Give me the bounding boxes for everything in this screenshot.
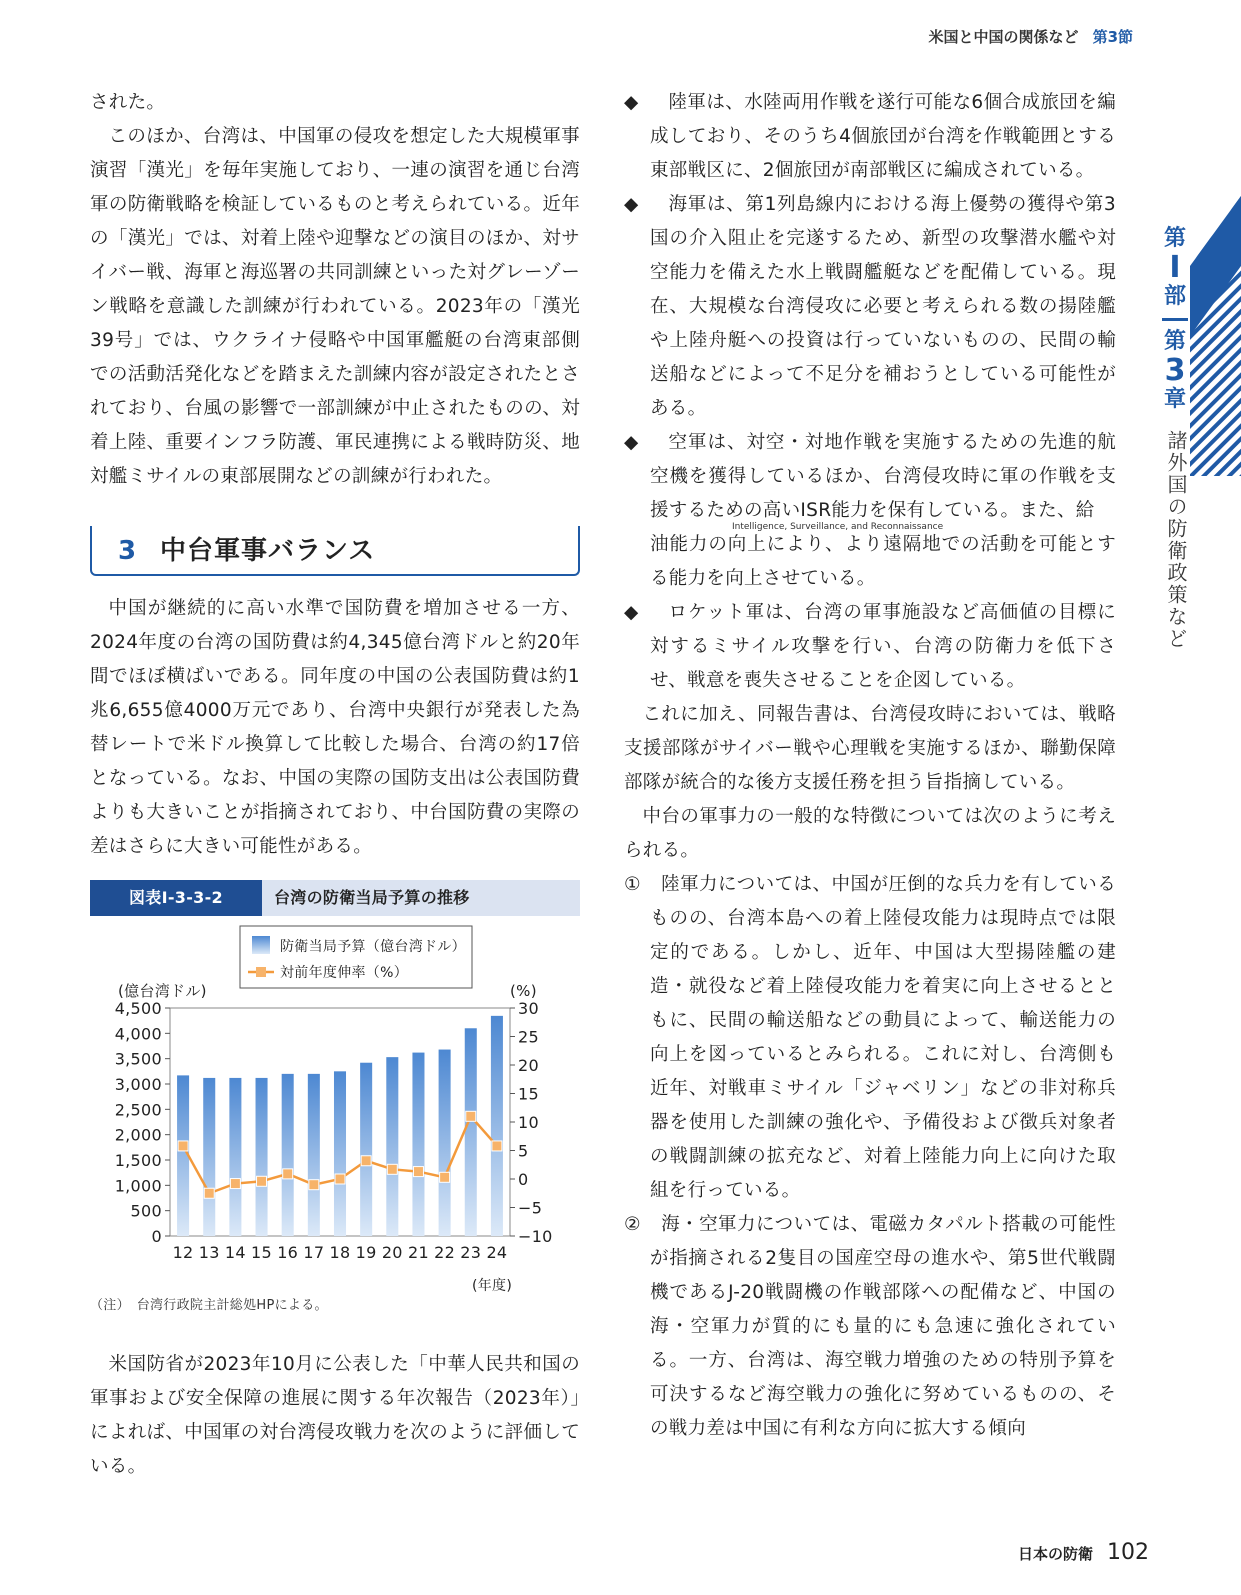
x-tick-label: 24 <box>486 1243 508 1262</box>
y2-tick-label: 30 <box>518 999 539 1018</box>
side-part-3: 部 <box>1163 284 1186 309</box>
y2-tick-label: −5 <box>518 1198 543 1218</box>
growth-point <box>361 1156 371 1166</box>
y-tick-label: 4,500 <box>114 999 162 1018</box>
isr-ruby: Intelligence, Surveillance, and Reconnaissance <box>732 522 944 532</box>
y2-tick-label: 5 <box>518 1141 529 1161</box>
x-tick-label: 21 <box>407 1243 429 1262</box>
figure-label: 図表Ⅰ-3-3-2 <box>90 880 262 916</box>
bar <box>386 1057 398 1236</box>
bullet-airforce-text: 空軍は、対空・対地作戦を実施するための先進的航空機を獲得しているほか、台湾侵攻時に軍の作戦を支援するための高いISR能力を保有している。また、給 <box>650 432 1116 521</box>
figure-title: 台湾の防衛当局予算の推移 <box>274 888 470 907</box>
bar <box>282 1074 294 1236</box>
item-ground <box>624 868 1116 1208</box>
growth-point <box>335 1174 345 1184</box>
item-ground-mark: ① <box>624 874 641 895</box>
x-tick-label: 22 <box>434 1243 456 1262</box>
growth-point <box>440 1172 450 1182</box>
y2-tick-label: 10 <box>518 1113 539 1132</box>
y2-axis-label: (%) <box>510 982 537 1000</box>
left-column <box>90 86 580 1484</box>
bar <box>439 1050 451 1236</box>
growth-point <box>466 1111 476 1121</box>
y-tick-label: 2,500 <box>114 1100 162 1120</box>
section-title: 中台軍事バランス <box>160 536 376 566</box>
growth-point <box>178 1141 188 1151</box>
bullet-rocket <box>624 596 1116 698</box>
x-tick-label: 20 <box>381 1243 403 1262</box>
y-tick-label: 3,000 <box>114 1075 162 1094</box>
side-vertical-title: 諸外国の防衛政策など <box>1164 430 1188 650</box>
growth-point <box>257 1176 267 1186</box>
bullet-mark: ◆ <box>624 92 639 113</box>
item-sea-air-mark: ② <box>624 1214 641 1235</box>
growth-point <box>413 1167 423 1177</box>
side-part-2: Ⅰ <box>1169 250 1181 285</box>
x-tick-label: 12 <box>172 1243 194 1262</box>
item-ground-text: 陸軍力については、中国が圧倒的な兵力を有しているものの、台湾本島への着上陸侵攻能力は現時点では限定的である。しかし、近年、中国は大型揚陸艦の建造・就役など着上陸侵攻能力を着実に向上させるとともに、民間の輸送船などの動員によって、輸送能力の向上を図っているとみられる。これに対し、台湾側も近年、対戦車ミサイル「ジャベリン」などの非対称兵器を使用した訓練の強化や、予備役および徴兵対象者の戦闘訓練の拡充など、対着上陸能力向上に向けた取組を行っている。 <box>650 874 1116 1201</box>
growth-point <box>230 1179 240 1189</box>
bullet-navy-text: 海軍は、第1列島線内における海上優勢の獲得や第3国の介入阻止を完遂するため、新型の攻撃潜水艦や対空能力を備えた水上戦闘艦艇などを配備している。現在、大規模な台湾侵攻に必要と考えられる数の揚陸艦や上陸舟艇への投資は行っていないものの、民間の輸送船などによって不足分を補おうとしている可能性がある。 <box>650 194 1116 419</box>
bar <box>308 1074 320 1236</box>
section-heading <box>90 526 580 576</box>
x-tick-label: 18 <box>329 1243 351 1262</box>
y-tick-label: 3,500 <box>114 1049 162 1069</box>
bar <box>491 1016 503 1236</box>
legend-line-label: 対前年度伸率（%） <box>280 965 409 981</box>
bullet-army-text: 陸軍は、水陸両用作戦を遂行可能な6個合成旅団を編成しており、そのうち4個旅団が台湾を作戦範囲とする東部戦区に、2個旅団が南部戦区に編成されている。 <box>650 92 1116 181</box>
bullet-airforce <box>624 426 1116 596</box>
figure-note: （注） 台湾行政院主計総処HPによる。 <box>90 1298 328 1313</box>
header-section: 第3節 <box>1092 28 1133 46</box>
y-tick-label: 1,000 <box>114 1176 162 1196</box>
bar <box>256 1078 268 1236</box>
bullet-rocket-text: ロケット軍は、台湾の軍事施設など高価値の目標に対するミサイル攻撃を行い、台湾の防衛力を低下させ、戦意を喪失させることを企図している。 <box>650 602 1116 691</box>
right-paragraph-1: これに加え、同報告書は、台湾侵攻時においては、戦略支援部隊がサイバー戦や心理戦を実施するほか、聯勤保障部隊が統合的な後方支援任務を担う旨指摘している。 <box>624 704 1116 793</box>
side-part-1: 第 <box>1163 226 1186 251</box>
y2-tick-label: 0 <box>518 1170 529 1189</box>
x-tick-label: 17 <box>303 1243 325 1262</box>
y2-tick-label: 15 <box>518 1084 539 1104</box>
growth-point <box>492 1141 502 1151</box>
growth-point <box>283 1169 293 1179</box>
side-chapter-2: 3 <box>1164 353 1186 388</box>
x-tick-label: 16 <box>277 1243 299 1262</box>
x-tick-label: 15 <box>251 1243 273 1262</box>
bullet-navy <box>624 188 1116 426</box>
y2-tick-label: −10 <box>518 1227 553 1246</box>
growth-point <box>204 1188 214 1198</box>
bullet-mark: ◆ <box>624 194 639 215</box>
y-axis-label: (億台湾ドル) <box>118 982 207 1000</box>
page-number: 102 <box>1107 1540 1149 1565</box>
right-paragraph-2: 中台の軍事力の一般的な特徴については次のように考えられる。 <box>624 806 1116 861</box>
legend-bar-label: 防衛当局予算（億台湾ドル） <box>280 939 466 955</box>
growth-point <box>309 1180 319 1190</box>
bullet-mark: ◆ <box>624 602 639 623</box>
header-title: 米国と中国の関係など <box>928 28 1079 46</box>
x-tick-label: 23 <box>460 1243 482 1262</box>
bar <box>203 1078 215 1236</box>
y-tick-label: 1,500 <box>114 1151 162 1170</box>
left-paragraph-1: された。 <box>90 92 166 113</box>
legend-line-marker <box>256 967 266 977</box>
bullet-army <box>624 86 1116 188</box>
left-paragraph-4: 米国防省が2023年10月に公表した「中華人民共和国の軍事および安全保障の進展に関する年次報告（2023年）」によれば、中国軍の対台湾侵攻戦力を次のように評価している。 <box>90 1354 580 1477</box>
budget-chart <box>90 916 580 1296</box>
y2-tick-label: 25 <box>518 1027 539 1047</box>
y2-tick-label: 20 <box>518 1056 539 1075</box>
bar <box>229 1078 241 1236</box>
bar <box>334 1071 346 1236</box>
y-tick-label: 2,000 <box>114 1125 162 1145</box>
x-tick-label: 13 <box>198 1243 220 1262</box>
footer <box>1018 1540 1149 1565</box>
item-sea-air-text: 海・空軍力については、電磁カタパルト搭載の可能性が指摘される2隻目の国産空母の進水や、第5世代戦闘機であるJ-20戦闘機の作戦部隊への配備など、中国の海・空軍力が質的にも量的にも急速に強化されている。一方、台湾は、海空戦力増強のための特別予算を可決するなど海空戦力の強化に努めているものの、その戦力差は中国に有利な方向に拡大する傾向 <box>650 1214 1116 1439</box>
section-number: 3 <box>118 536 137 566</box>
growth-point <box>387 1164 397 1174</box>
y-tick-label: 500 <box>130 1201 162 1221</box>
item-sea-air <box>624 1208 1116 1446</box>
bullet-airforce-text-cont: 油能力の向上により、より遠隔地での活動を可能とする能力を向上させている。 <box>650 534 1116 589</box>
right-column <box>624 86 1116 1446</box>
figure-caption <box>90 880 580 916</box>
side-divider <box>1162 318 1188 321</box>
x-axis-label: (年度) <box>472 1278 513 1294</box>
x-tick-label: 19 <box>355 1243 377 1262</box>
y-tick-label: 0 <box>151 1227 162 1246</box>
budget-chart-svg <box>90 916 580 1296</box>
left-paragraph-3: 中国が継続的に高い水準で国防費を増加させる一方、2024年度の台湾の国防費は約4,345億台湾ドルと約20年間でほぼ横ばいである。同年度の中国の公表国防費は約1兆6,655億4000万元であり、台湾中央銀行が発表した為替レートで米ドル換算して比較した場合、台湾の約17倍となっている。なお、中国の実際の国防支出は公表国防費よりも大きいことが指摘されており、中台国防費の実際の差はさらに大きい可能性がある。 <box>90 598 580 857</box>
legend-bar-swatch <box>252 936 270 954</box>
y-tick-label: 4,000 <box>114 1024 162 1044</box>
bullet-mark: ◆ <box>624 432 639 453</box>
side-chapter-1: 第 <box>1163 329 1186 354</box>
bar <box>412 1053 424 1236</box>
side-chapter-label <box>1160 226 1190 413</box>
x-tick-label: 14 <box>224 1243 246 1262</box>
left-paragraph-2: このほか、台湾は、中国軍の侵攻を想定した大規模軍事演習「漢光」を毎年実施しており、一連の演習を通じ台湾軍の防衛戦略を検証しているものと考えられている。近年の「漢光」では、対着上陸や迎撃などの演目のほか、対サイバー戦、海軍と海巡署の共同訓練といった対グレーゾーン戦略を意識した訓練が行われている。2023年の「漢光39号」では、ウクライナ侵略や中国軍艦艇の台湾東部側での活動活発化などを踏まえた訓練内容が設定されたとされており、台風の影響で一部訓練が中止されたものの、対着上陸、重要インフラ防護、軍民連携による戦時防災、地対艦ミサイルの東部展開などの訓練が行われた。 <box>90 126 580 487</box>
bar <box>360 1063 372 1236</box>
footer-label: 日本の防衛 <box>1017 1545 1093 1563</box>
running-header <box>929 26 1133 47</box>
side-chapter-3: 章 <box>1163 387 1186 412</box>
bar <box>465 1028 477 1236</box>
